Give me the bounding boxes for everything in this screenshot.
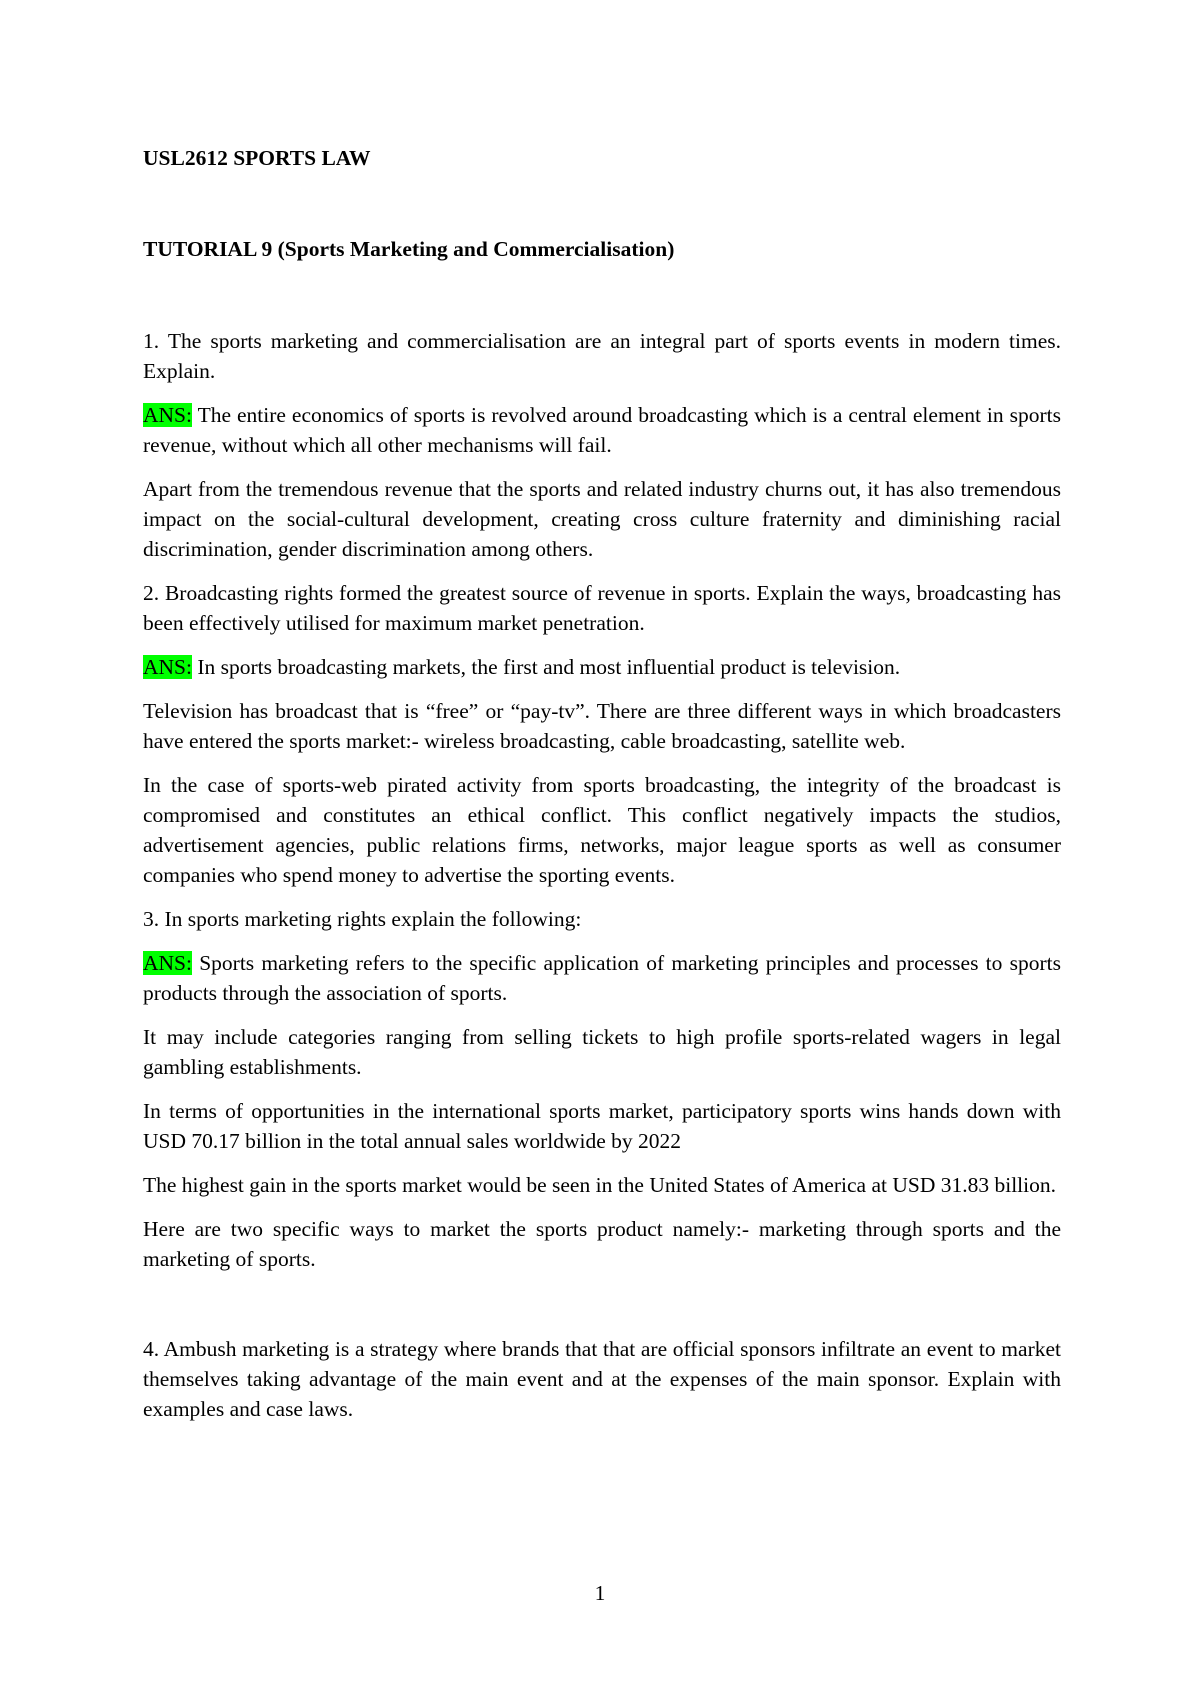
answer-label: ANS: [143,655,192,679]
answer-label: ANS: [143,403,192,427]
question-3: 3. In sports marketing rights explain the following: [143,907,582,931]
answer-2 [143,652,1061,682]
course-title: USL2612 SPORTS LAW [143,146,371,170]
paragraph: Television has broadcast that is “free” or “pay-tv”. There are three different ways in which broadcasters have entered the sports market:- wireless broadcasting, cable broadcasting, satellite web. [143,699,1061,753]
answer-text: In sports broadcasting markets, the first and most influential product is television. [191,655,901,679]
tutorial-title: TUTORIAL 9 (Sports Marketing and Commercialisation) [143,237,675,261]
paragraph: In the case of sports-web pirated activity from sports broadcasting, the integrity of the broadcast is compromised and constitutes an ethical conflict. This conflict negatively impacts the studios, advertisement agencies, public relations firms, networks, major league sports as well as consumer companies who spend money to advertise the sporting events. [143,773,1061,887]
answer-3 [143,948,1061,1008]
question-2: 2. Broadcasting rights formed the greatest source of revenue in sports. Explain the ways, broadcasting has been effectively utilised for maximum market penetration. [143,581,1061,635]
question-1: 1. The sports marketing and commercialisation are an integral part of sports events in modern times. Explain. [143,329,1061,383]
paragraph: Here are two specific ways to market the sports product namely:- marketing through sports and the marketing of sports. [143,1217,1061,1271]
page-content [143,143,1061,1438]
paragraph: Apart from the tremendous revenue that the sports and related industry churns out, it has also tremendous impact on the social-cultural development, creating cross culture fraternity and diminishing racial discrimination, gender discrimination among others. [143,477,1061,561]
paragraph: In terms of opportunities in the international sports market, participatory sports wins hands down with USD 70.17 billion in the total annual sales worldwide by 2022 [143,1099,1061,1153]
page-number: 1 [594,1581,606,1605]
answer-1 [143,400,1061,460]
question-4: 4. Ambush marketing is a strategy where brands that that are official sponsors infiltrate an event to market themselves taking advantage of the main event and at the expenses of the main sponsor. Explain with examples and case laws. [143,1337,1061,1421]
answer-text: The entire economics of sports is revolved around broadcasting which is a central element in sports revenue, without which all other mechanisms will fail. [143,403,1061,457]
paragraph: The highest gain in the sports market would be seen in the United States of America at USD 31.83 billion. [143,1173,1056,1197]
answer-label: ANS: [143,951,192,975]
answer-text: Sports marketing refers to the specific application of marketing principles and processes to sports products through the association of sports. [143,951,1061,1005]
paragraph: It may include categories ranging from selling tickets to high profile sports-related wagers in legal gambling establishments. [143,1025,1061,1079]
